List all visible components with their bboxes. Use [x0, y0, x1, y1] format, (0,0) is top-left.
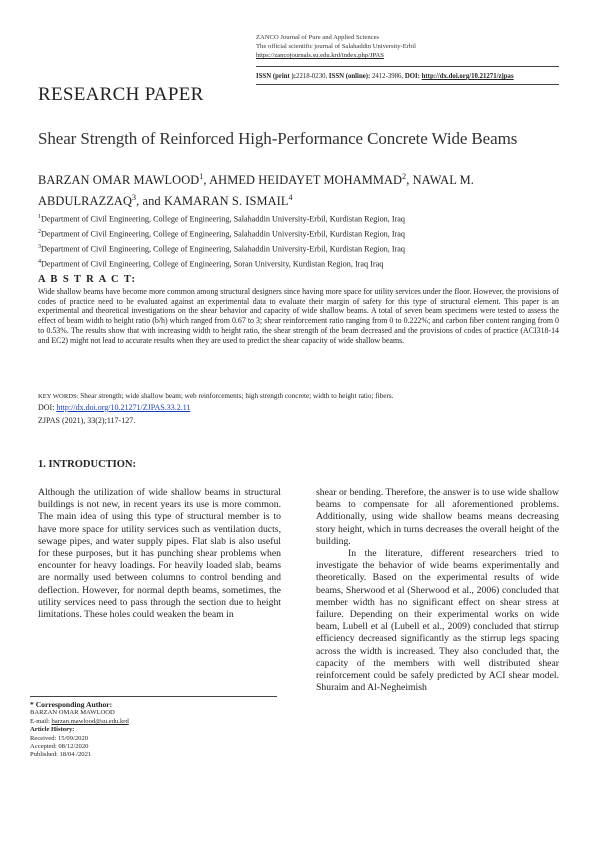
- footnote-email-label: E-mail:: [30, 717, 50, 725]
- affiliation-text: Department of Civil Engineering, College of Engineering, Salahaddin University-Erbil, Kurdistan Region, Iraq: [41, 244, 406, 254]
- affiliation-sup: 1: [38, 214, 41, 220]
- keywords-label: KEY WORDS:: [38, 393, 79, 400]
- abstract-text: Wide shallow beams have become more common among structural designers since having more space for utility services under the floor. However, the provisions of codes of practice need to be evaluated against an experimental data to evaluate their margin of safety for this type of structural element. This paper is an experimental and theoretical investigations on the shear behavior and capacity of wide shallow beams. A total of seven beam specimens were tested to assess the effect of beam width to height ratio (b/h) which ranged from 0.67 to 3; shear reinforcement ratio ranging from 0 to 0.222%; and carbon fiber content ranging from 0 to 0.53%. The results show that with increasing width to height ratio, the shear strength of the beam decreased and the provisions of codes of practice (ACI318-14 and EC2) might not lead to accurate results when they are used to predict the shear capacity of wide shallow beams.: [38, 287, 559, 345]
- author-sup: 1: [199, 172, 204, 181]
- affiliation-item: [38, 256, 405, 271]
- journal-name: ZANCO Journal of Pure and Applied Sciences: [256, 34, 380, 41]
- author-sup: 2: [402, 172, 407, 181]
- intro-heading: 1. INTRODUCTION:: [38, 459, 137, 470]
- citation-line: ZJPAS (2021), 33(2);117-127.: [38, 416, 136, 425]
- affiliation-item: [38, 226, 405, 241]
- section-label: RESEARCH PAPER: [38, 84, 204, 105]
- right-column: [316, 487, 559, 694]
- affiliation-sup: 3: [38, 243, 41, 250]
- journal-url-link[interactable]: https://zancojournals.su.edu.krd/index.php/JPAS: [256, 52, 384, 59]
- doi-label: DOI:: [38, 403, 55, 412]
- affiliation-text: Department of Civil Engineering, College of Engineering, Salahaddin University-Erbil, Kurdistan Region, Iraq: [41, 229, 406, 239]
- journal-header: [256, 33, 416, 60]
- footnote-email-link[interactable]: barzan.mawlood@su.edu.krd: [51, 717, 129, 725]
- issn-line: [256, 73, 514, 80]
- affiliation-item: [38, 241, 405, 256]
- journal-doi-link[interactable]: http://dx.doi.org/10.21271/zjpas: [421, 73, 514, 80]
- author-sup: 4: [288, 193, 293, 203]
- issn-print-label: ISSN (print ):: [256, 73, 297, 80]
- author-name: KAMARAN S. ISMAIL: [163, 194, 289, 209]
- doi-label-header: DOI:: [404, 73, 420, 80]
- affiliation-text: Department of Civil Engineering, College of Engineering, Salahaddin University-Erbil, Kurdistan Region, Iraq: [41, 214, 406, 224]
- author-name: NAWAL M. ABDULRAZZAQ: [38, 173, 474, 209]
- footnote-email-row: [30, 718, 129, 726]
- affiliation-text: Department of Civil Engineering, College of Engineering, Soran University, Kurdistan Region, Iraq Iraq: [41, 259, 384, 269]
- footnote-heading: * Corresponding Author:: [30, 700, 113, 709]
- abstract-heading: A B S T R A C T:: [38, 274, 137, 285]
- author-sup: 3: [132, 193, 137, 203]
- header-rule-top: [256, 66, 559, 67]
- intro-paragraph: Although the utilization of wide shallow beams in structural buildings is not new, in recent years its use is more common. The main idea of using this type of structural member is to have more space for utility services such as ventilation ducts, sewage pipes, and water supply pipes. Flat slab is also useful for these purposes, but it has punching shear problems when encounter for heavy loadings. For heavily loaded slab, beams are normally used between columns to control bending and deflection. However, for normal depth beams, sometimes, the utility services need to pass through the section due to height limitations. These holes could weaken the beam in: [38, 487, 281, 621]
- affiliation-item: [38, 211, 405, 226]
- issn-print-value: 2218-0230,: [296, 73, 328, 80]
- author-name: BARZAN OMAR MAWLOOD: [38, 173, 200, 188]
- affiliation-sup: 4: [38, 258, 41, 265]
- intro-paragraph: In the literature, different researchers tried to investigate the behavior of wide beams experimentally and theoretically. Based on the experimental results of wide beams, Sherwood et al (Sherwood et al., 2006) concluded that member width has no significant effect on shear stress at failure. Depending on their experimental works on wide beam, Lubell et al (Lubell et al., 2009) concluded that stirrup efficiency decreased significantly as the stirrup legs spacing across the width is increased. They also concluded that, the capacity of the members with well distributed shear reinforcement could be safely predicted by ACI shear model. Shuraim and Al-Negheimish: [316, 548, 559, 694]
- author-sep: , and: [136, 194, 164, 209]
- author-list: [38, 168, 568, 210]
- paper-title: Shear Strength of Reinforced High-Performance Concrete Wide Beams: [38, 129, 518, 148]
- keywords-text: Shear strength; wide shallow beam; web reinforcements; high strength concrete; width to height ratio; fibers.: [80, 392, 394, 400]
- keywords-line: [38, 392, 559, 400]
- doi-line: [38, 403, 190, 412]
- issn-online-value: 2412-3986,: [371, 73, 404, 80]
- footnote-received: Received: 15/09/2020: [30, 734, 89, 742]
- footnote-accepted: Accepted: 08/12/2020: [30, 743, 89, 751]
- doi-link[interactable]: http://dx.doi.org/10.21271/ZJPAS.33.2.11: [56, 403, 191, 412]
- footnote-published: Published: 18/04 /2021: [30, 751, 92, 759]
- affiliation-sup: 2: [38, 228, 41, 235]
- footnote-rule: [30, 696, 277, 697]
- journal-description: The official scientific journal of Salahaddin University-Erbil: [256, 43, 416, 50]
- left-column: [38, 487, 281, 621]
- footnote-author: BARZAN OMAR MAWLOOD: [30, 709, 115, 717]
- affiliation-list: [38, 211, 405, 271]
- header-rule-bottom: [256, 84, 559, 85]
- author-name: AHMED HEIDAYET MOHAMMAD: [209, 173, 403, 188]
- footnote-history-label: Article History:: [30, 726, 75, 734]
- footnote: [30, 701, 129, 760]
- intro-paragraph: shear or bending. Therefore, the answer is to use wide shallow beams to compensate for all aforementioned problems. Additionally, using wide shallow beams means decreasing story height, which in turns decreases the overall height of the building.: [316, 487, 559, 547]
- author-sep: ,: [203, 173, 210, 188]
- issn-online-label: ISSN (online):: [328, 73, 371, 80]
- author-sep: ,: [406, 173, 413, 188]
